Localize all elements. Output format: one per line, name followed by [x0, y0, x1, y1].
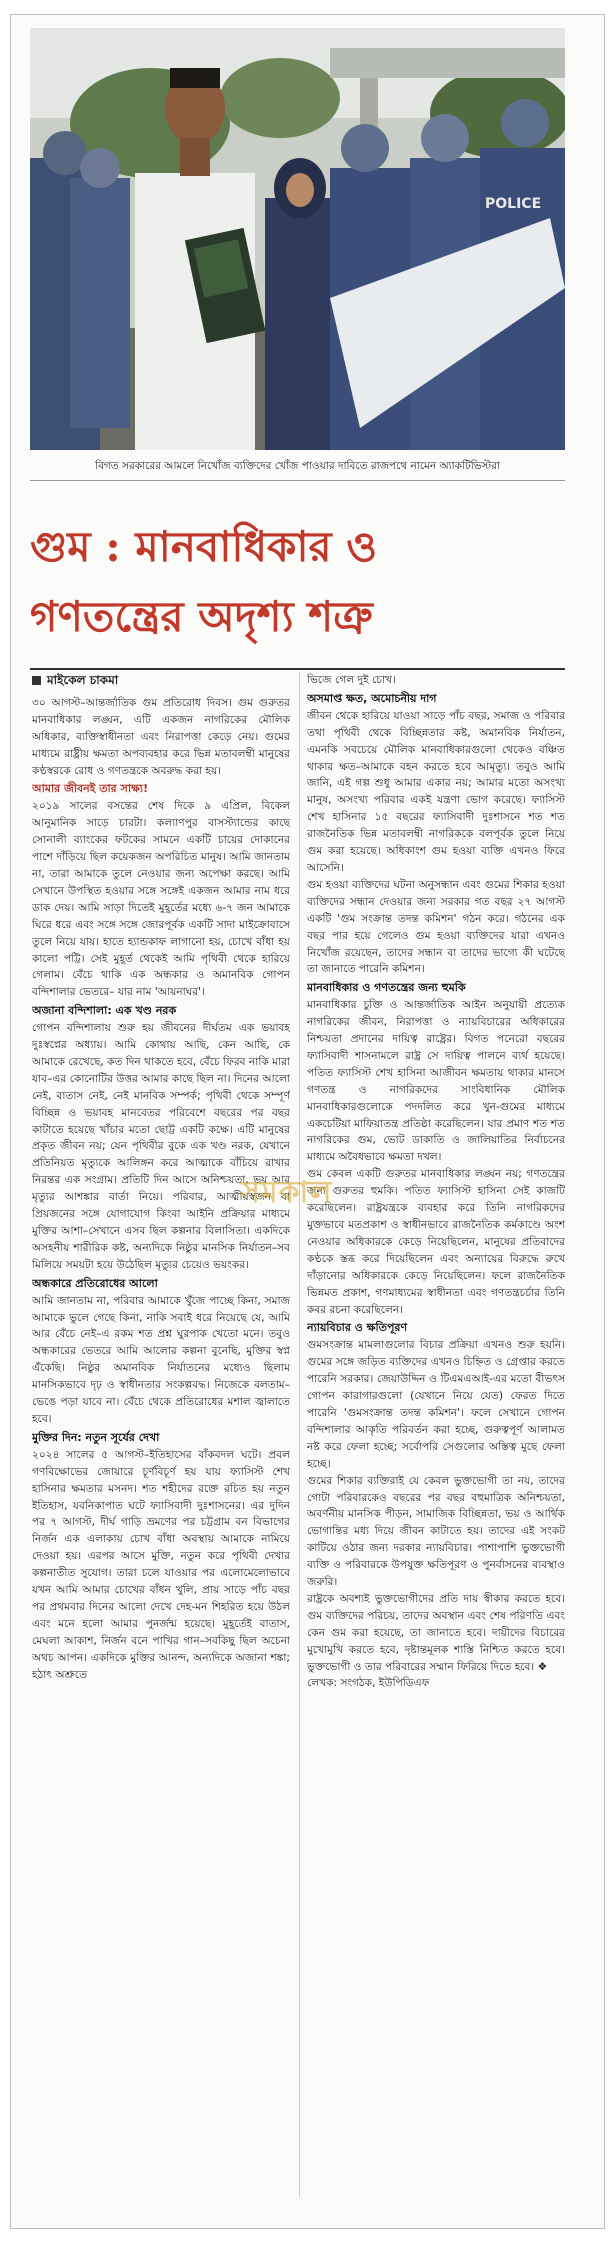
paragraph: ২০১৯ সালের বসন্তের শেষ দিকে ৯ এপ্রিল, বিকেল আনুমানিক সাড়ে চারটা। কল্যাণপুর বাসস্ট্যান্ডের কাছে সোনালী ব্যাংকের ফটকের সামনে একটি চায়ের দোকানের পাশে দাঁড়িয়ে ছিল কয়েকজন অপরিচিত মানুষ। আমি জানতাম না, তারা আমাকে তুলে নেওয়ার জন্য অপেক্ষা করছে। আমি সেখানে উপস্থিত হওয়ার সঙ্গে সঙ্গেই একজন আমার নাম ধরে ডাক দেয়। আমি সাড়া দিতেই মুহূর্তের মধ্যে ৬-৭ জন আমাকে ঘিরে ধরে এবং সঙ্গে সঙ্গে জোরপূর্বক একটি সাদা মাইক্রোবাসে তুলে নিয়ে যায়। হাতে হ্যান্ডকাফ লাগানো হয়, চোখে বাঁধা হয় কালো পট্টি। সেই মুহূর্ত থেকেই আমি পৃথিবী থেকে হারিয়ে গেলাম। বেঁচে থাকি এক অন্ধকার ও অমানবিক গোপন বন্দিশালার ভেতরে– যার নাম 'আয়নাঘর'।	[32, 800, 290, 999]
photo-caption: বিগত সরকারের আমলে নিখোঁজ ব্যক্তিদের খোঁজ পাওয়ার দাবিতে রাজপথে নামেন অ্যাকটিভিস্টরা	[95, 460, 500, 472]
paragraph: আমি জানতাম না, পরিবার আমাকে খুঁজে পাচ্ছে কিনা, সমাজ আমাকে ভুলে গেছে কিনা, নাকি সবাই ধরে নিয়েছে যে, আমি আর বেঁচে নেই–এ রকম শত প্রশ্ন ঘুরপাক খেতো মনে। তবুও অন্ধকারের ভেতরে আমি আলোর কল্পনা বুনেছি, মুক্তির স্বপ্ন এঁকেছি। নিষ্ঠুর অমানবিক নির্যাতনের মধ্যেও ছিলাম মানসিকভাবে দৃঢ় ও স্বাধীনতার সংকল্পবদ্ধ। নিজেকে বলতাম–ভেঙে পড়া যাবে না। বেঁচে থেকে প্রতিরোধের মশাল জ্বালাতে হবে।	[32, 1294, 290, 1425]
paragraph: ২০২৪ সালের ৫ আগস্ট–ইতিহাসের বাঁকবদল ঘটে। প্রবল গণবিক্ষোভের জোয়ারে চূর্ণবিচূর্ণ হয় যায় ফ্যাসিস্ট শেখ হাসিনার ক্ষমতার মসনদ। শত শহীদের রক্তে রচিত হয় নতুন ইতিহাস, যবনিকাপাত ঘটে ফ্যাসিবাদী দুঃশাসনের। এর দুদিন পর ৭ আগস্ট, দীর্ঘ গাড়ি ভ্রমণের পর চট্টগ্রাম বন বিভাগের নির্জন এক এলাকায় চোখ বাঁধা অবস্থায় আমাকে নামিয়ে দেওয়া হয়। এরপর আসে মুক্তি, নতুন করে পৃথিবী দেখার কল্পনাতীত সুযোগ। তারা চলে যাওয়ার পর এলোমেলোভাবে যখন আমি আমার চোখের বাঁধন খুলি, প্রায় সাড়ে পাঁচ বছর পর প্রথমবার দিনের আলো দেখে দেহ-মন শিহরিত হয়ে উঠল এবং মনে হলো আমার পুনর্জন্ম হয়েছে। মুহূর্তেই বাতাস, মেঘলা আকাশ, নির্জন বনে পাখির গান–সবকিছু ছিল অচেনা অথচ আপন। একদিকে মুক্তির আনন্দ, অন্যদিকে অজানা শঙ্কা; হঠাৎ অশ্রুতে	[32, 1448, 290, 1681]
author-note: লেখক: সংগঠক, ইউপিডিএফ	[307, 1677, 430, 1690]
headline-rule	[30, 668, 565, 670]
protest-photo-illustration	[30, 28, 565, 450]
paragraph: জীবন থেকে হারিয়ে যাওয়া সাড়ে পাঁচ বছর, সমাজ ও পরিবার তথা পৃথিবী থেকে বিচ্ছিন্নতার কষ্ট, অমানবিক নির্যাতন, এমনকি সবচেয়ে মৌলিক মানবাধিকারগুলো থেকেও বঞ্চিত থাকার ক্ষত–আমাকে বহন করতে হবে আমৃত্যু। তবুও আমি জানি, এই গল্প শুধু আমার একার নয়; আমার মতো অসংখ্য মানুষ, অসংখ্য পরিবার একই যন্ত্রণা ভোগ করেছে। ফ্যাসিস্ট শেখ হাসিনার ১৫ বছরের ফ্যাসিবাদী দুঃশাসনে শত শত রাজনৈতিক ভিন্ন মতাবলম্বী নাগরিককে বলপূর্বক তুলে নিয়ে গুম করা হয়েছে। অধিকাংশ গুম হওয়া ব্যক্তি এখনও ফিরে আসেনি।	[307, 709, 565, 874]
article-column-left	[32, 672, 290, 2202]
subheading: অজানা বন্দিশালা: এক খণ্ড নরক	[32, 1004, 177, 1018]
paragraph: মানবাধিকার চুক্তি ও আন্তর্জাতিক আইন অনুযায়ী প্রত্যেক নাগরিকের জীবন, নিরাপত্তা ও ন্যায়বিচারের অধিকারের নিশ্চয়তা প্রদানের দায়িত্ব রাষ্ট্রের। বিগত পনেরো বছরের ফ্যাসিবাদী শাসনামলে রাষ্ট্র সে দায়িত্ব পালনে ব্যর্থ হয়েছে। পতিত ফ্যাসিস্ট শেখ হাসিনা আজীবন ক্ষমতায় থাকার মানসে গণতন্ত্র ও নাগরিকদের সাংবিধানিক মৌলিক মানবাধিকারগুলোকে পদদলিত করে খুন-গুমের মাধ্যমে একচেটিয়া মাফিয়াতন্ত্র প্রতিষ্ঠা করেছিলেন। যার প্রমাণ শত শত নাগরিকের গুম, ভোট ডাকাতি ও জালিয়াতির নির্বাচনের মাধ্যমে অবৈধভাবে ক্ষমতা দখল।	[307, 999, 565, 1164]
police-vest-label: POLICE	[485, 196, 542, 212]
article-column-right	[307, 672, 565, 2202]
paragraph: গুমের শিকার ব্যক্তিরাই যে কেবল ভুক্তভোগী তা নয়, তাদের গোটা পরিবারকেও বছরের পর বছর বহুমাত্রিক অনিশ্চয়তা, অবর্ণনীয় মানসিক পীড়ন, সামাজিক বিচ্ছিন্নতা, ভয় ও আর্থিক ভোগান্তির মধ্য দিয়ে জীবন কাটাতে হয়। তাদের এই সংকট কাটিয়ে ওঠার জন্য দরকার ন্যায়বিচার। পাশাপাশি ভুক্তভোগী ব্যক্তি ও পরিবারকে উপযুক্ত ক্ষতিপূরণ ও পুনর্বাসনের ব্যবস্থাও জরুরি।	[307, 1474, 565, 1589]
subheading: মানবাধিকার ও গণতন্ত্রের জন্য হুমকি	[307, 981, 466, 995]
subheading: অন্ধকারে প্রতিরোধের আলো	[32, 1276, 158, 1290]
paragraph: গোপন বন্দিশালায় শুরু হয় জীবনের দীর্ঘতম এক ভয়াবহ দুঃস্বপ্নের অধ্যায়। আমি কোথায় আছি, কেন আছি, কে আমাকে রেখেছে, কত দিন থাকতে হবে, বেঁচে ফিরব নাকি মারা যাব–এর কোনোটির উত্তর আমার কাছে ছিল না। দিনের আলো নেই, বাতাস নেই, নেই মানবিক সম্পর্ক; পৃথিবী থেকে সম্পূর্ণ বিচ্ছিন্ন ও ভয়াবহ মানবেতর পরিবেশে বছরের পর বছর কাটাতে হয়েছে খাঁচার মতো ছোট্ট একটি কক্ষে। এটি মানুষের প্রকৃত জীবন নয়; যেন পৃথিবীর বুকে এক খণ্ড নরক, যেখানে প্রতিনিয়ত মৃত্যুকে আলিঙ্গন করে আত্মাকে বাঁচিয়ে রাখার নিরন্তর এক সংগ্রাম। প্রতিটি দিন আসে অনিশ্চয়তা, ভয় আর মৃত্যুর আশঙ্কার বার্তা নিয়ে। পরিবার, আত্মীয়স্বজন বা প্রিয়জনের সঙ্গে যোগাযোগ কিংবা আইনি প্রক্রিয়ার মাধ্যমে মুক্তির আশা–সেখানে এসব ছিল কল্পনার বিলাসিতা। একদিকে অসহনীয় শারীরিক কষ্ট, অন্যদিকে নিষ্ঠুর মানসিক নির্যাতন–সব মিলিয়ে সময়টা হয়ে উঠেছিল মৃত্যুর চেয়েও ভয়ংকর।	[32, 1022, 290, 1271]
paragraph: গুমসংক্রান্ত মামলাগুলোর বিচার প্রক্রিয়া এখনও শুরু হয়নি। গুমের সঙ্গে জড়িত ব্যক্তিদের এখনও চিহ্নিত ও গ্রেপ্তার করতে পারেনি সরকার। জেয়াউদ্দিন ও টিএমএআই-এর মতো বীভৎস গোপন কারাগারগুলো (যেখানে নিয়ে যেত) ফেরত দিতে পারেনি 'গুমসংক্রান্ত তদন্ত কমিশন'। ফলে সেখানে গোপন বন্দিশালার আকৃতি পরিবর্তন করা হচ্ছে, গুরুত্বপূর্ণ আলামত নষ্ট করে ফেলা হচ্ছে; সর্বোপরি সেগুলোর অস্তিত্ব মুছে ফেলা হচ্ছে।	[307, 1339, 565, 1470]
byline	[32, 672, 290, 689]
headline	[30, 512, 565, 652]
subheading: মুক্তির দিন: নতুন সূর্যের দেখা	[32, 1430, 160, 1444]
watermark: সমকাল	[240, 1175, 333, 1210]
subheading: অসমাপ্ত ক্ষত, অমোচনীয় দাগ	[307, 691, 437, 705]
subheading: আমার জীবনই তার সাক্ষ্য!	[32, 782, 149, 796]
protest-photo	[30, 28, 565, 450]
paragraph: গুম হওয়া ব্যক্তিদের ঘটনা অনুসন্ধান এবং গুমের শিকার হওয়া ব্যক্তিদের সন্ধান দেওয়ার জন্য সরকার গত বছর ২৭ আগস্ট একটি 'গুম সংক্রান্ত তদন্ত কমিশন' গঠন করে। গঠনের এক বছর পার হয়ে গেলেও গুম হওয়া ব্যক্তিদের যারা এখনও নিখোঁজ রয়েছেন, তাদের সন্ধান বা তাদের ভাগ্যে কী ঘটেছে তা জানাতে পারেনি কমিশন।	[307, 878, 565, 976]
byline-square-icon	[32, 676, 41, 685]
headline-line-2: গণতন্ত্রের অদৃশ্য শত্রু	[30, 592, 373, 641]
subheading: ন্যায়বিচার ও ক্ষতিপূরণ	[307, 1321, 408, 1335]
intro-paragraph: ৩০ আগস্ট–আন্তর্জাতিক গুম প্রতিরোধ দিবস। গুম গুরুতর মানবাধিকার লঙ্ঘন, এটি একজন নাগরিকের মৌলিক অধিকার, ব্যক্তিস্বাধীনতা এবং নিরাপত্তা কেড়ে নেয়। গুমের মাধ্যমে রাষ্ট্রীয় ক্ষমতা অপব্যবহার করে ভিন্ন মতাবলম্বী মানুষের কণ্ঠস্বরকে রোধ ও গণতন্ত্রকে অবরুদ্ধ করা হয়।	[32, 696, 290, 777]
paragraph: ভিজে গেল দুই চোখ।	[307, 674, 396, 686]
author-name: মাইকেল চাকমা	[47, 673, 119, 687]
paragraph: গুম কেবল একটি গুরুতর মানবাধিকার লঙ্ঘন নয়; গণতন্ত্রের জন্য গুরুতর হুমকি। পতিত ফ্যাসিস্ট হাসিনা সেই কাজটি করেছিলেন। রাষ্ট্রযন্ত্রকে ব্যবহার করে তিনি নাগরিকদের মুক্তভাবে মতপ্রকাশ ও স্বাধীনভাবে রাজনৈতিক কর্মকাণ্ডে অংশ নেওয়ার অধিকারকে কেড়ে নিয়েছিলেন, মানুষের প্রতিবাদের কণ্ঠকে স্তব্ধ করে দিয়েছিলেন এবং অন্যায়ের বিরুদ্ধে রুখে দাঁড়ানোর অধিকারকে কেড়ে নিয়েছিলেন। ফলে রাজনৈতিক ভিন্নমত প্রকাশ, গণমাধ্যমের স্বাধীনতা এবং গণতন্ত্রচর্চার তিনি কবর রচনা করেছিলেন।	[307, 1168, 565, 1316]
column-divider	[299, 672, 300, 2197]
paragraph: রাষ্ট্রকে অবশ্যই ভুক্তভোগীদের প্রতি দায় স্বীকার করতে হবে। গুম ব্যক্তিদের পরিচয়, তাদের অবস্থান এবং শেষ পরিণতি এবং কেন গুম করা হয়েছে, তা জানাতে হবে। দায়ীদের বিচারের মুখোমুখি করতে হবে, দৃষ্টান্তমূলক শাস্তি নিশ্চিত করতে হবে। ভুক্তভোগী ও তার পরিবারের সম্মান ফিরিয়ে দিতে হবে। ❖	[307, 1592, 565, 1673]
headline-line-1: গুম : মানবাধিকার ও	[30, 522, 378, 571]
caption-rule	[30, 480, 565, 481]
